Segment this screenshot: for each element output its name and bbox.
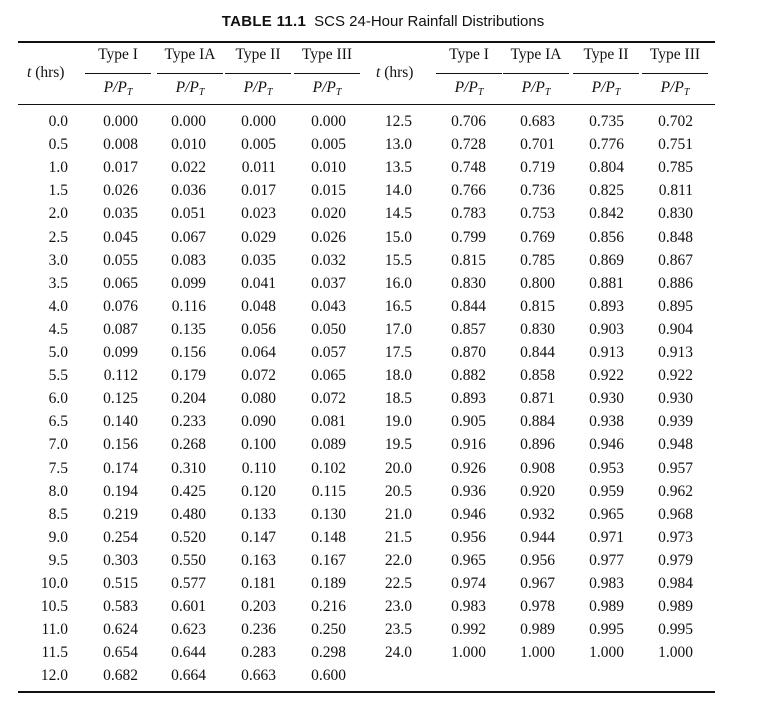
value-cell: 0.965: [589, 505, 624, 523]
value-cell: 0.515: [103, 575, 138, 592]
value-cell: 0.867: [658, 251, 693, 269]
time-cell: 6.0: [48, 390, 68, 408]
time-cell: 22.5: [384, 575, 412, 592]
value-cell: 0.920: [520, 482, 555, 500]
time-cell: 0.5: [48, 136, 68, 154]
value-cell: 0.869: [589, 251, 624, 269]
value-cell: 0.067: [171, 228, 206, 246]
value-cell: 0.830: [451, 274, 486, 292]
value-cell: 0.984: [658, 575, 693, 592]
time-cell: 12.0: [40, 667, 68, 685]
value-cell: 0.102: [311, 459, 346, 477]
ratio-header-right-1: $P/P_T$: [454, 79, 484, 98]
value-cell: 0.751: [658, 136, 693, 154]
time-cell: 3.0: [48, 251, 68, 269]
value-cell: 0.298: [311, 644, 346, 662]
value-cell: 0.099: [103, 344, 138, 361]
value-cell: 0.815: [451, 251, 486, 269]
value-cell: 0.842: [589, 205, 624, 223]
value-cell: 0.087: [103, 320, 138, 338]
table-caption: SCS 24-Hour Rainfall Distributions: [314, 13, 545, 30]
time-cell: 12.5: [384, 113, 412, 130]
value-cell: 0.936: [451, 482, 486, 500]
value-cell: 0.133: [241, 505, 276, 523]
value-cell: 0.753: [520, 205, 555, 223]
type-header-left-4: Type III: [301, 46, 353, 63]
ratio-header-left-3: $P/P_T$: [243, 79, 273, 98]
value-cell: 0.120: [241, 482, 276, 500]
header-underline: [157, 73, 223, 74]
time-unit: (hrs): [380, 64, 414, 81]
ratio-subscript: T: [198, 87, 205, 98]
value-cell: 0.425: [171, 482, 206, 500]
value-cell: 0.056: [241, 320, 276, 338]
value-cell: 0.020: [311, 205, 346, 223]
value-cell: 0.922: [589, 367, 624, 385]
value-cell: 0.783: [451, 205, 486, 223]
ratio-header-left-2: $P/P_T$: [175, 79, 205, 98]
value-cell: 0.099: [171, 274, 206, 292]
value-cell: 0.968: [658, 505, 693, 523]
time-cell: 10.0: [40, 575, 68, 592]
bottom-rule: [18, 691, 715, 693]
value-cell: 0.856: [589, 228, 624, 246]
value-cell: 0.156: [171, 344, 206, 361]
value-cell: 0.978: [520, 598, 555, 616]
value-cell: 0.089: [311, 436, 346, 454]
value-cell: 0.886: [658, 274, 693, 292]
value-cell: 0.799: [451, 228, 486, 246]
value-cell: 0.830: [520, 320, 555, 338]
time-cell: 10.5: [40, 598, 68, 616]
value-cell: 0.785: [520, 251, 555, 269]
value-cell: 0.893: [451, 390, 486, 408]
time-cell: 2.0: [48, 205, 68, 223]
time-column-header-right: [376, 64, 413, 82]
time-cell: 14.0: [384, 182, 412, 200]
time-cell: 24.0: [384, 644, 412, 662]
time-cell: 5.5: [48, 367, 68, 385]
time-cell: 14.5: [384, 205, 412, 223]
value-cell: 0.844: [451, 297, 486, 315]
value-cell: 0.147: [241, 528, 276, 546]
value-cell: 0.236: [241, 621, 276, 639]
value-cell: 0.995: [589, 621, 624, 639]
value-cell: 0.064: [241, 344, 276, 361]
value-cell: 0.962: [658, 482, 693, 500]
value-cell: 0.000: [103, 113, 138, 130]
value-cell: 0.115: [311, 482, 346, 500]
time-cell: 4.5: [48, 320, 68, 338]
value-cell: 0.110: [241, 459, 276, 477]
value-cell: 0.893: [589, 297, 624, 315]
value-cell: 0.011: [241, 159, 276, 177]
time-cell: 16.5: [384, 297, 412, 315]
value-cell: 0.112: [103, 367, 138, 385]
ratio-header-right-4: $P/P_T$: [660, 79, 690, 98]
value-cell: 0.663: [241, 667, 276, 685]
value-cell: 0.005: [241, 136, 276, 154]
value-cell: 0.065: [311, 367, 346, 385]
header-underline: [436, 73, 502, 74]
value-cell: 0.167: [311, 551, 346, 569]
value-cell: 0.916: [451, 436, 486, 454]
value-cell: 0.254: [103, 528, 138, 546]
ratio-subscript: T: [335, 87, 342, 98]
value-cell: 0.811: [658, 182, 693, 200]
value-cell: 0.048: [241, 297, 276, 315]
value-cell: 0.005: [311, 136, 346, 154]
time-symbol: t: [27, 64, 32, 81]
value-cell: 0.719: [520, 159, 555, 177]
time-cell: 16.0: [384, 274, 412, 292]
value-cell: 0.000: [171, 113, 206, 130]
value-cell: 0.913: [658, 344, 693, 361]
value-cell: 0.895: [658, 297, 693, 315]
value-cell: 0.932: [520, 505, 555, 523]
value-cell: 0.035: [241, 251, 276, 269]
type-header-right-2: Type IA: [510, 46, 562, 63]
ratio-header-right-3: $P/P_T$: [591, 79, 621, 98]
value-cell: 0.979: [658, 551, 693, 569]
header-underline: [503, 73, 569, 74]
value-cell: 0.881: [589, 274, 624, 292]
time-cell: 7.0: [48, 436, 68, 454]
value-cell: 0.977: [589, 551, 624, 569]
type-header-right-4: Type III: [649, 46, 701, 63]
value-cell: 0.310: [171, 459, 206, 477]
value-cell: 0.026: [103, 182, 138, 200]
value-cell: 0.654: [103, 644, 138, 662]
ratio-subscript: T: [266, 87, 273, 98]
value-cell: 0.922: [658, 367, 693, 385]
value-cell: 0.953: [589, 459, 624, 477]
value-cell: 0.776: [589, 136, 624, 154]
ratio-subscript: T: [126, 87, 133, 98]
value-cell: 0.250: [311, 621, 346, 639]
value-cell: 0.072: [241, 367, 276, 385]
value-cell: 0.930: [589, 390, 624, 408]
value-cell: 0.825: [589, 182, 624, 200]
ratio-header-left-1: $P/P_T$: [103, 79, 133, 98]
value-cell: 0.946: [451, 505, 486, 523]
value-cell: 0.983: [451, 598, 486, 616]
value-cell: 0.080: [241, 390, 276, 408]
time-column-header-left: [27, 64, 64, 82]
time-cell: 20.5: [384, 482, 412, 500]
value-cell: 0.908: [520, 459, 555, 477]
value-cell: 0.036: [171, 182, 206, 200]
value-cell: 0.577: [171, 575, 206, 592]
time-cell: 21.0: [384, 505, 412, 523]
value-cell: 0.083: [171, 251, 206, 269]
value-cell: 0.283: [241, 644, 276, 662]
value-cell: 0.748: [451, 159, 486, 177]
type-header-left-2: Type IA: [164, 46, 216, 63]
time-cell: 20.0: [384, 459, 412, 477]
value-cell: 0.051: [171, 205, 206, 223]
value-cell: 0.203: [241, 598, 276, 616]
type-header-left-3: Type II: [235, 46, 281, 63]
header-rule: [18, 104, 715, 105]
value-cell: 0.736: [520, 182, 555, 200]
value-cell: 0.189: [311, 575, 346, 592]
value-cell: 0.989: [589, 598, 624, 616]
value-cell: 0.125: [103, 390, 138, 408]
value-cell: 0.870: [451, 344, 486, 361]
value-cell: 0.163: [241, 551, 276, 569]
value-cell: 0.045: [103, 228, 138, 246]
time-cell: 18.5: [384, 390, 412, 408]
value-cell: 0.882: [451, 367, 486, 385]
value-cell: 0.706: [451, 113, 486, 130]
value-cell: 0.204: [171, 390, 206, 408]
time-cell: 9.5: [48, 551, 68, 569]
time-cell: 23.0: [384, 598, 412, 616]
value-cell: 0.956: [451, 528, 486, 546]
value-cell: 0.664: [171, 667, 206, 685]
time-cell: 6.5: [48, 413, 68, 431]
value-cell: 0.181: [241, 575, 276, 592]
value-cell: 0.989: [658, 598, 693, 616]
value-cell: 1.000: [451, 644, 486, 662]
value-cell: 0.683: [520, 113, 555, 130]
value-cell: 1.000: [520, 644, 555, 662]
time-cell: 15.5: [384, 251, 412, 269]
type-header-right-3: Type II: [583, 46, 629, 63]
time-cell: 18.0: [384, 367, 412, 385]
time-cell: 3.5: [48, 274, 68, 292]
value-cell: 0.520: [171, 528, 206, 546]
value-cell: 0.857: [451, 320, 486, 338]
value-cell: 0.000: [241, 113, 276, 130]
value-cell: 0.035: [103, 205, 138, 223]
time-cell: 8.0: [48, 482, 68, 500]
header-underline: [85, 73, 151, 74]
ratio-subscript: T: [477, 87, 484, 98]
value-cell: 0.179: [171, 367, 206, 385]
value-cell: 0.081: [311, 413, 346, 431]
value-cell: 0.156: [103, 436, 138, 454]
value-cell: 0.043: [311, 297, 346, 315]
value-cell: 0.926: [451, 459, 486, 477]
value-cell: 0.995: [658, 621, 693, 639]
value-cell: 0.065: [103, 274, 138, 292]
value-cell: 0.233: [171, 413, 206, 431]
value-cell: 0.148: [311, 528, 346, 546]
value-cell: 0.946: [589, 436, 624, 454]
value-cell: 0.037: [311, 274, 346, 292]
value-cell: 0.219: [103, 505, 138, 523]
value-cell: 0.194: [103, 482, 138, 500]
time-cell: 17.5: [384, 344, 412, 361]
value-cell: 0.858: [520, 367, 555, 385]
type-header-right-1: Type I: [449, 46, 489, 63]
time-cell: 13.5: [384, 159, 412, 177]
value-cell: 0.480: [171, 505, 206, 523]
time-cell: 23.5: [384, 621, 412, 639]
value-cell: 0.010: [171, 136, 206, 154]
value-cell: 0.216: [311, 598, 346, 616]
value-cell: 0.000: [311, 113, 346, 130]
time-cell: 2.5: [48, 228, 68, 246]
value-cell: 0.076: [103, 297, 138, 315]
value-cell: 0.800: [520, 274, 555, 292]
value-cell: 0.701: [520, 136, 555, 154]
value-cell: 0.992: [451, 621, 486, 639]
value-cell: 0.026: [311, 228, 346, 246]
value-cell: 0.735: [589, 113, 624, 130]
top-rule: [18, 41, 715, 43]
time-cell: 21.5: [384, 528, 412, 546]
time-cell: 0.0: [48, 113, 68, 130]
value-cell: 0.550: [171, 551, 206, 569]
value-cell: 0.008: [103, 136, 138, 154]
value-cell: 0.135: [171, 320, 206, 338]
value-cell: 0.090: [241, 413, 276, 431]
value-cell: 0.130: [311, 505, 346, 523]
value-cell: 0.956: [520, 551, 555, 569]
value-cell: 0.623: [171, 621, 206, 639]
value-cell: 0.116: [171, 297, 206, 315]
value-cell: 0.766: [451, 182, 486, 200]
header-underline: [573, 73, 639, 74]
time-cell: 11.0: [41, 621, 68, 639]
value-cell: 0.303: [103, 551, 138, 569]
value-cell: 0.896: [520, 436, 555, 454]
value-cell: 0.015: [311, 182, 346, 200]
value-cell: 0.785: [658, 159, 693, 177]
time-cell: 22.0: [384, 551, 412, 569]
value-cell: 0.973: [658, 528, 693, 546]
time-cell: 19.5: [384, 436, 412, 454]
value-cell: 0.100: [241, 436, 276, 454]
header-underline: [642, 73, 708, 74]
value-cell: 0.971: [589, 528, 624, 546]
value-cell: 0.010: [311, 159, 346, 177]
header-underline: [294, 73, 360, 74]
value-cell: 0.029: [241, 228, 276, 246]
time-cell: 13.0: [384, 136, 412, 154]
time-cell: 15.0: [384, 228, 412, 246]
value-cell: 0.050: [311, 320, 346, 338]
value-cell: 0.830: [658, 205, 693, 223]
value-cell: 0.017: [241, 182, 276, 200]
value-cell: 1.000: [658, 644, 693, 662]
header-underline: [225, 73, 291, 74]
value-cell: 0.904: [658, 320, 693, 338]
time-cell: 9.0: [48, 528, 68, 546]
value-cell: 0.702: [658, 113, 693, 130]
value-cell: 0.989: [520, 621, 555, 639]
value-cell: 0.728: [451, 136, 486, 154]
ratio-subscript: T: [544, 87, 551, 98]
value-cell: 0.903: [589, 320, 624, 338]
value-cell: 0.140: [103, 413, 138, 431]
value-cell: 0.644: [171, 644, 206, 662]
value-cell: 0.939: [658, 413, 693, 431]
value-cell: 0.938: [589, 413, 624, 431]
value-cell: 0.967: [520, 575, 555, 592]
time-cell: 11.5: [41, 644, 68, 662]
value-cell: 0.957: [658, 459, 693, 477]
value-cell: 0.624: [103, 621, 138, 639]
ratio-header-right-2: $P/P_T$: [521, 79, 551, 98]
value-cell: 0.769: [520, 228, 555, 246]
value-cell: 0.930: [658, 390, 693, 408]
value-cell: 0.072: [311, 390, 346, 408]
time-cell: 19.0: [384, 413, 412, 431]
ratio-header-left-4: $P/P_T$: [312, 79, 342, 98]
value-cell: 0.905: [451, 413, 486, 431]
table-title: [0, 13, 766, 30]
time-cell: 1.5: [48, 182, 68, 200]
value-cell: 0.944: [520, 528, 555, 546]
value-cell: 0.583: [103, 598, 138, 616]
value-cell: 0.268: [171, 436, 206, 454]
value-cell: 0.600: [311, 667, 346, 685]
value-cell: 0.017: [103, 159, 138, 177]
value-cell: 0.913: [589, 344, 624, 361]
value-cell: 0.948: [658, 436, 693, 454]
time-symbol: t: [376, 64, 381, 81]
value-cell: 0.601: [171, 598, 206, 616]
table-number: TABLE 11.1: [221, 13, 307, 30]
value-cell: 0.682: [103, 667, 138, 685]
value-cell: 0.057: [311, 344, 346, 361]
value-cell: 0.884: [520, 413, 555, 431]
ratio-subscript: T: [683, 87, 690, 98]
time-cell: 5.0: [48, 344, 68, 361]
value-cell: 0.023: [241, 205, 276, 223]
ratio-subscript: T: [614, 87, 621, 98]
time-cell: 7.5: [48, 459, 68, 477]
value-cell: 1.000: [589, 644, 624, 662]
type-header-left-1: Type I: [98, 46, 138, 63]
value-cell: 0.871: [520, 390, 555, 408]
time-cell: 1.0: [48, 159, 68, 177]
time-cell: 4.0: [48, 297, 68, 315]
value-cell: 0.804: [589, 159, 624, 177]
value-cell: 0.959: [589, 482, 624, 500]
value-cell: 0.041: [241, 274, 276, 292]
value-cell: 0.032: [311, 251, 346, 269]
value-cell: 0.965: [451, 551, 486, 569]
time-cell: 8.5: [48, 505, 68, 523]
value-cell: 0.022: [171, 159, 206, 177]
value-cell: 0.974: [451, 575, 486, 592]
value-cell: 0.844: [520, 344, 555, 361]
time-unit: (hrs): [31, 64, 65, 81]
value-cell: 0.815: [520, 297, 555, 315]
value-cell: 0.848: [658, 228, 693, 246]
value-cell: 0.983: [589, 575, 624, 592]
value-cell: 0.055: [103, 251, 138, 269]
time-cell: 17.0: [384, 320, 412, 338]
value-cell: 0.174: [103, 459, 138, 477]
